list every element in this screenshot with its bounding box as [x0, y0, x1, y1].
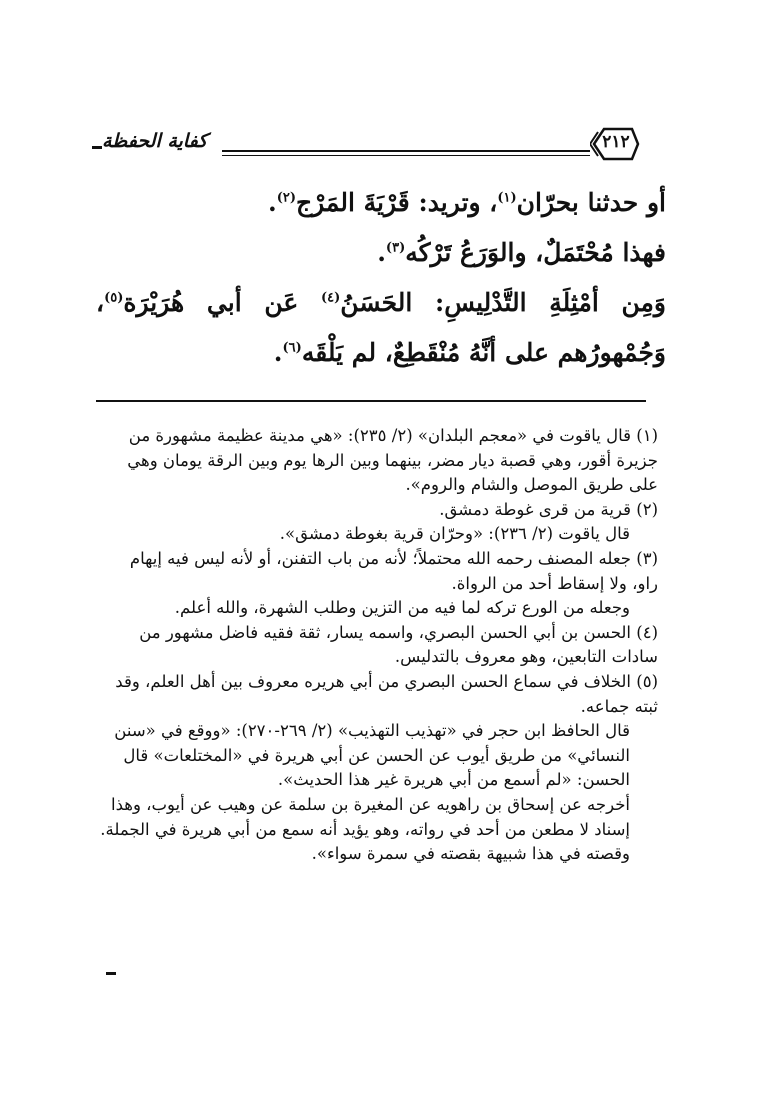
bottom-dash [106, 972, 116, 975]
footnote: (٤) الحسن بن أبي الحسن البصري، واسمه يسار، ثقة فقيه فاضل مشهور من سادات التابعين، وهو معروف بالتدليس. [139, 622, 658, 667]
footnote-ref-2[interactable]: (٢) [276, 190, 296, 206]
footnote: وجعله من الورع تركه لما فيه من التزين وطلب الشهرة، والله أعلم. [174, 598, 630, 618]
header-dash [92, 146, 102, 149]
page-number: ٢١٢ [602, 132, 630, 152]
header-rule [222, 150, 590, 152]
footnote: (٥) الخلاف في سماع الحسن البصري من أبي هريره معروف بين أهل العلم، وقد ثبته جماعه. [115, 671, 658, 716]
main-line-2: فهذا مُحْتَمَلٌ، والوَرَعُ تَرْكُه$^{(٣)}$. [377, 238, 666, 267]
footnotes [100, 424, 658, 867]
footnote-separator [96, 400, 646, 402]
running-title: كفاية الحفظة [102, 130, 208, 152]
footnote: أخرجه عن إسحاق بن راهويه عن المغيرة بن سلمة عن وهيب عن أيوب، وهذا إسناد لا مطعن من أحد في رواته، وهو يؤيد أنه سمع من أبي هريرة في الجملة. [100, 794, 630, 839]
main-text [96, 178, 666, 378]
header-rule-thin [222, 155, 590, 156]
page-number-badge [590, 126, 642, 162]
footnote: قال الحافظ ابن حجر في «تهذيب التهذيب» (٢/ ٢٦٩-٢٧٠): «ووقع في «سنن النسائي» من طريق أيوب عن الحسن عن أبي هريرة في «المختلعات» قال الحسن: «لم أسمع من أبي هريرة غير هذا الحديث». [114, 721, 630, 790]
footnote: قال ياقوت (٢/ ٢٣٦): «وحرّان قرية بغوطة دمشق». [279, 524, 630, 544]
footnote-ref-1[interactable]: (١) [497, 190, 517, 206]
footnote-ref-5[interactable]: (٥) [104, 290, 124, 306]
footnote-ref-3[interactable]: (٣) [385, 240, 406, 256]
page-header [92, 124, 658, 168]
footnote-ref-6[interactable]: (٦) [282, 340, 302, 356]
footnote: (٢) قرية من قرى غوطة دمشق. [439, 499, 658, 519]
footnote: (١) قال ياقوت في «معجم البلدان» (٢/ ٢٣٥): «هي مدينة عظيمة مشهورة من جزيرة أقور، وهي قصبة ديار مضر، بينهما وبين الرها يوم وبين الرقة يومان وهي على طريق الموصل والشام والروم». [127, 426, 658, 495]
footnote: وقصته في هذا شبيهة بقصته في سمرة سواء». [311, 844, 630, 864]
footnote-ref-4[interactable]: (٤) [321, 290, 341, 306]
footnote: (٣) جعله المصنف رحمه الله محتملاً؛ لأنه من باب التفنن، أو لأنه ليس فيه إيهام راو، ولا إسقاط أحد من الرواة. [129, 548, 658, 593]
main-paragraph-3: وَمِن أمْثِلَةِ التَّدْلِيسِ: الحَسَنُ$^{(٤)}$ عَن أبي هُرَيْرَة$^{(٥)}$، وَجُمْهورُهم على أنَّهُ مُنْقَطِعٌ، لم يَلْقَه$^{(٦)}$. [96, 288, 666, 367]
main-line-1: أو حدثنا بحرّان$^{(١)}$، وتريد: قَرْيَةَ المَرْج$^{(٢)}$. [267, 188, 666, 217]
